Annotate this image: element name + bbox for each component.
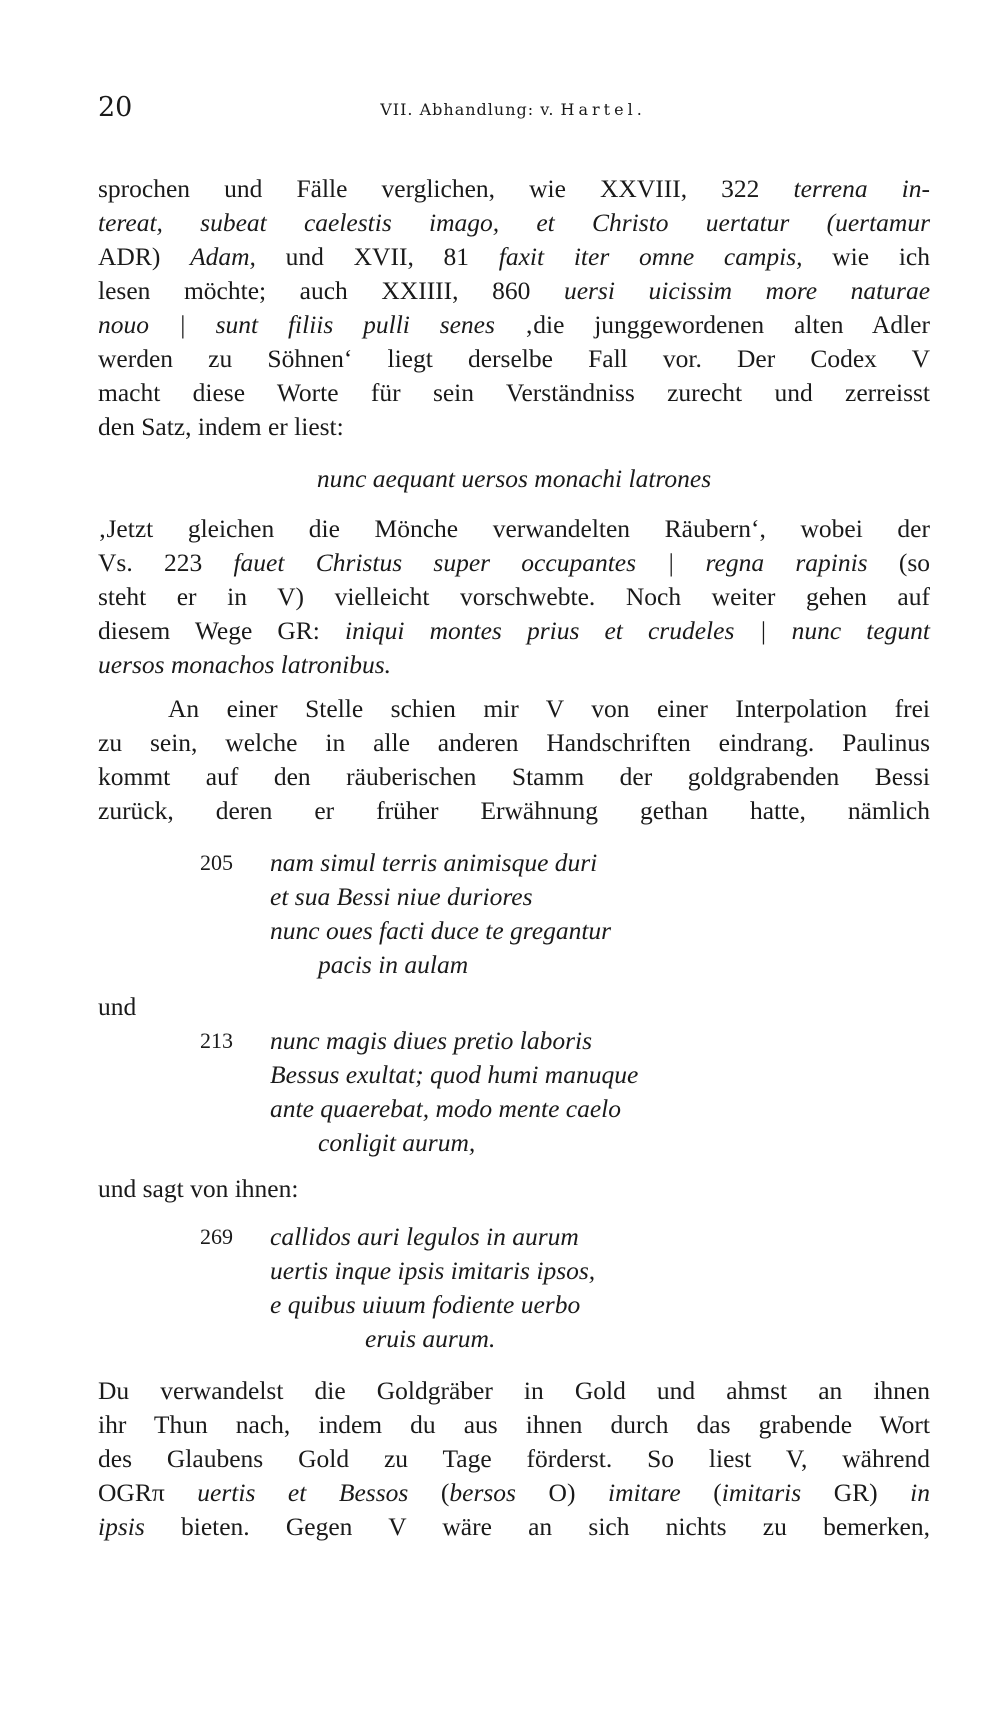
text-line: und sagt von ihnen: (98, 1174, 299, 1203)
text-line (98, 614, 930, 648)
text-span-italic: Adam, (190, 242, 256, 271)
text-span: ( (680, 1478, 722, 1507)
text-span: werden zu Söhnen‘ liegt derselbe Fall vor. Der Codex V (98, 344, 930, 373)
verse-line: eruis aurum. (365, 1324, 496, 1353)
text-span: bieten. Gegen V wäre an sich nichts zu bemerken, (144, 1512, 930, 1541)
running-title-author: Hartel. (560, 100, 646, 119)
verse-line: nunc oues facti duce te gregantur (270, 916, 612, 945)
text-span-italic: uersi uicissim more naturae (563, 276, 931, 305)
text-span-italic: terrena in- (793, 174, 931, 203)
text-line (98, 308, 930, 342)
text-line: uersos monachos latronibus. (98, 650, 392, 679)
text-line (98, 342, 930, 376)
text-line (98, 206, 930, 240)
verse-line: nunc magis diues pretio laboris (270, 1026, 593, 1055)
text-line: ihr Thun nach, indem du aus ihnen durch das grabende Wort (98, 1410, 930, 1439)
text-span: OGRπ (98, 1478, 198, 1507)
verse-number: 213 (200, 1028, 233, 1053)
text-span-italic: imitaris (721, 1478, 802, 1507)
text-span-italic: imitare (608, 1478, 681, 1507)
verse-number: 205 (200, 850, 233, 875)
verse-line: conligit aurum, (318, 1128, 476, 1157)
text-span-italic: in (910, 1478, 931, 1507)
running-title-text: VII. Abhandlung: v. (380, 100, 561, 119)
page-header (98, 92, 928, 132)
text-span: ‚die junggewordenen alten Adler (494, 310, 930, 339)
verse-line: callidos auri legulos in aurum (270, 1222, 579, 1251)
text-span-italic: ipsis (98, 1512, 145, 1541)
text-span: diesem Wege GR: (98, 616, 345, 645)
text-line: zu sein, welche in alle anderen Handschriften eindrang. Paulinus (98, 728, 930, 757)
text-line (98, 240, 930, 274)
text-span-italic: iniqui montes prius et crudeles | nunc tegunt (345, 616, 930, 645)
verse-line: nam simul terris animisque duri (270, 848, 598, 877)
text-line (98, 172, 930, 206)
text-span: macht diese Worte für sein Verständniss zurecht und zerreisst (98, 378, 930, 407)
text-span: Vs. 223 (98, 548, 234, 577)
text-span: ADR) (98, 242, 191, 271)
text-span-italic: uertis et Bessos (197, 1478, 409, 1507)
connector-word: und (98, 992, 137, 1021)
text-span-italic: nouo | sunt filiis pulli senes (98, 310, 495, 339)
text-span: (so (867, 548, 931, 577)
text-line (98, 376, 930, 410)
text-span: O) (515, 1478, 608, 1507)
text-line (98, 1476, 930, 1510)
text-span-italic: fauet Christus super occupantes | regna rapinis (233, 548, 868, 577)
text-span: den Satz, indem er liest: (98, 412, 344, 441)
text-line: An einer Stelle schien mir V von einer Interpolation frei (168, 694, 930, 723)
verse-line: et sua Bessi niue duriores (270, 882, 533, 911)
running-title (98, 100, 928, 119)
text-span-italic: tereat, subeat caelestis imago, et Christo uertatur (uertamur (98, 208, 930, 237)
text-line: steht er in V) vielleicht vorschwebte. Noch weiter gehen auf (98, 582, 930, 611)
text-line (98, 546, 930, 580)
text-span-italic: faxit iter omne campis, (498, 242, 803, 271)
text-line: zurück, deren er früher Erwähnung gethan hatte, nämlich (98, 796, 930, 825)
verse-line: uertis inque ipsis imitaris ipsos, (270, 1256, 596, 1285)
text-span: sprochen und Fälle verglichen, wie XXVIII, 322 (98, 174, 794, 203)
text-span: wie ich (802, 242, 930, 271)
verse-line: Bessus exultat; quod humi manuque (270, 1060, 639, 1089)
verse-line: pacis in aulam (318, 950, 469, 979)
page-number: 20 (98, 92, 133, 123)
text-line (98, 1510, 930, 1544)
text-line: des Glaubens Gold zu Tage förderst. So liest V, während (98, 1444, 930, 1473)
quoted-verse: nunc aequant uersos monachi latrones (316, 464, 712, 493)
text-line (98, 410, 930, 444)
text-line: Du verwandelst die Goldgräber in Gold und ahmst an ihnen (98, 1376, 930, 1405)
text-span: lesen möchte; auch XXIIII, 860 (98, 276, 564, 305)
text-span: ( (408, 1478, 450, 1507)
verse-line: ante quaerebat, modo mente caelo (270, 1094, 621, 1123)
text-span: und XVII, 81 (255, 242, 499, 271)
text-line: ‚Jetzt gleichen die Mönche verwandelten Räubern‘, wobei der (98, 514, 930, 543)
text-line: kommt auf den räuberischen Stamm der goldgrabenden Bessi (98, 762, 930, 791)
text-line (98, 274, 930, 308)
verse-number: 269 (200, 1224, 233, 1249)
text-span-italic: bersos (449, 1478, 516, 1507)
text-span: GR) (801, 1478, 911, 1507)
verse-line: e quibus uiuum fodiente uerbo (270, 1290, 581, 1319)
